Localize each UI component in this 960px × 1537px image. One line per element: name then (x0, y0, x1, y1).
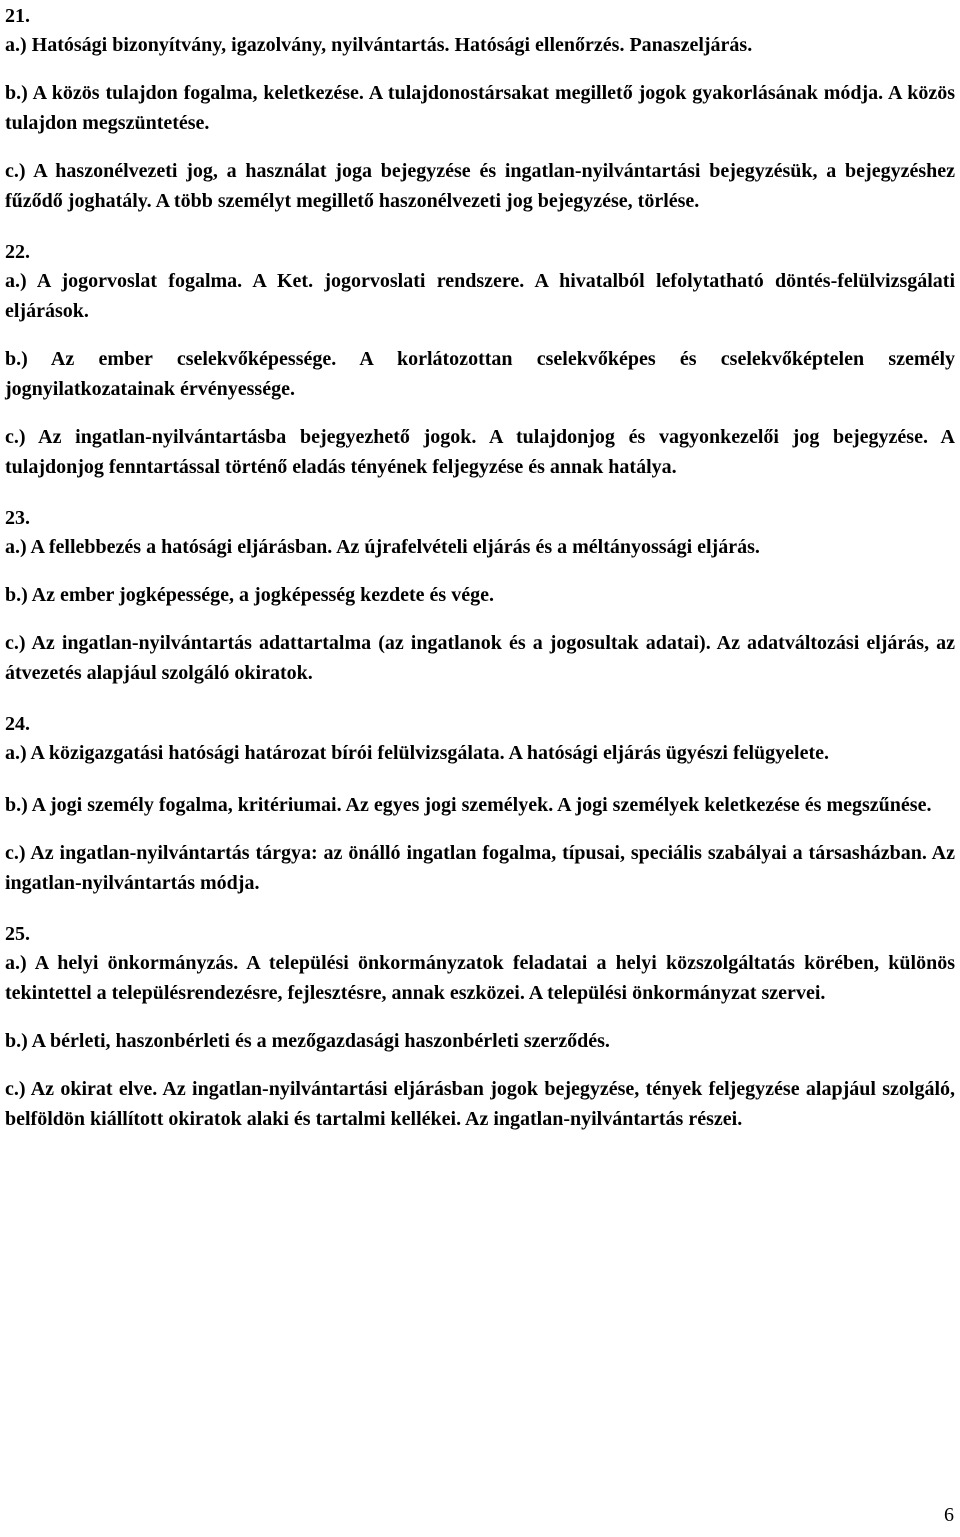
section-item: b.) Az ember cselekvőképessége. A korlátozottan cselekvőképes és cselekvőképtelen személy jognyilatkozatainak érvényessége. (5, 348, 955, 400)
section-item: a.) A fellebbezés a hatósági eljárásban. Az újrafelvételi eljárás és a méltányossági eljárás. (5, 536, 760, 558)
document-page (5, 0, 955, 1134)
section-item: b.) A bérleti, haszonbérleti és a mezőgazdasági haszonbérleti szerződés. (5, 1030, 610, 1052)
section-item: b.) A közös tulajdon fogalma, keletkezése. A tulajdonostársakat megillető jogok gyakorlásának módja. A közös tulajdon megszüntetése. (5, 82, 955, 134)
section-number: 21. (5, 5, 30, 27)
page-number: 6 (944, 1504, 954, 1526)
section-item: c.) Az ingatlan-nyilvántartás adattartalma (az ingatlanok és a jogosultak adatai). Az adatváltozási eljárás, az átvezetés alapjául szolgáló okiratok. (5, 632, 955, 684)
section-item: a.) A helyi önkormányzás. A települési önkormányzatok feladatai a helyi közszolgáltatás körében, különös tekintettel a településrendezésre, fejlesztésre, annak eszközei. A települési önkormányzat szervei. (5, 952, 955, 1004)
section-item: c.) Az okirat elve. Az ingatlan-nyilvántartási eljárásban jogok bejegyzése, tények feljegyzése alapjául szolgáló, belföldön kiállított okiratok alaki és tartalmi kellékei. Az ingatlan-nyilvántartás részei. (5, 1078, 955, 1130)
section-number: 23. (5, 507, 30, 529)
section-number: 25. (5, 923, 30, 945)
section-item: a.) A jogorvoslat fogalma. A Ket. jogorvoslati rendszere. A hivatalból lefolytatható döntés-felülvizsgálati eljárások. (5, 270, 955, 322)
section-item: c.) Az ingatlan-nyilvántartás tárgya: az önálló ingatlan fogalma, típusai, speciális szabályai a társasházban. Az ingatlan-nyilvántartás módja. (5, 842, 955, 894)
section-item: a.) Hatósági bizonyítvány, igazolvány, nyilvántartás. Hatósági ellenőrzés. Panaszeljárás. (5, 34, 753, 56)
section-item: c.) Az ingatlan-nyilvántartásba bejegyezhető jogok. A tulajdonjog és vagyonkezelői jog bejegyzése. A tulajdonjog fenntartással történő eladás tényének feljegyzése és annak hatálya. (5, 426, 955, 478)
section-number: 24. (5, 713, 30, 735)
section-item: b.) A jogi személy fogalma, kritériumai. Az egyes jogi személyek. A jogi személyek keletkezése és megszűnése. (5, 794, 932, 816)
section-item: a.) A közigazgatási hatósági határozat bírói felülvizsgálata. A hatósági eljárás ügyészi felügyelete. (5, 742, 830, 764)
section-item: c.) A haszonélvezeti jog, a használat joga bejegyzése és ingatlan-nyilvántartási bejegyzésük, a bejegyzéshez fűződő joghatály. A több személyt megillető haszonélvezeti jog bejegyzése, törlése. (5, 160, 955, 212)
section-number: 22. (5, 241, 30, 263)
section-item: b.) Az ember jogképessége, a jogképesség kezdete és vége. (5, 584, 494, 606)
